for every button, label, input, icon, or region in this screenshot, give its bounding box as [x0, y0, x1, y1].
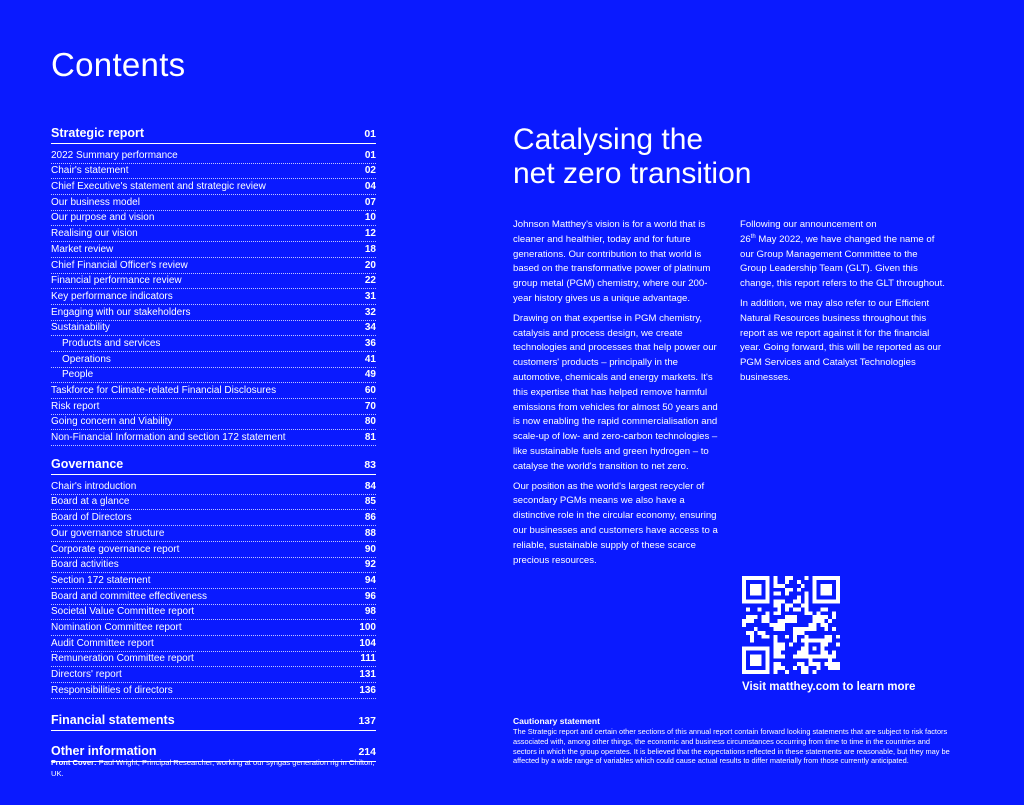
toc-item[interactable]: [51, 415, 376, 431]
toc-section-governance[interactable]: [51, 457, 376, 475]
toc-item-page: 34: [364, 322, 376, 334]
toc-item[interactable]: [51, 368, 376, 384]
front-cover-label: Front Cover:: [51, 758, 97, 767]
toc-section-page: 83: [364, 459, 376, 472]
headline-line2: net zero transition: [513, 157, 752, 190]
toc-item[interactable]: [51, 242, 376, 258]
toc-item-page: 88: [364, 527, 376, 539]
table-of-contents: [51, 126, 376, 762]
cautionary-statement: [513, 716, 953, 766]
toc-item[interactable]: [51, 479, 376, 495]
toc-item[interactable]: [51, 510, 376, 526]
toc-item-page: 22: [364, 275, 376, 287]
toc-item-label: Our business model: [51, 196, 140, 208]
toc-item[interactable]: [51, 274, 376, 290]
body-column-right: [740, 218, 945, 391]
front-cover-text: Paul Wright, Principal Researcher, working at our syngas generation rig in Chilton, UK.: [51, 758, 375, 778]
toc-item-label: Chief Financial Officer's review: [51, 259, 188, 271]
toc-item[interactable]: [51, 430, 376, 446]
toc-item[interactable]: [51, 195, 376, 211]
front-cover-caption: [51, 758, 381, 779]
toc-item-label: Section 172 statement: [51, 574, 151, 586]
toc-item[interactable]: [51, 305, 376, 321]
toc-item-page: 80: [364, 416, 376, 428]
toc-item-label: Sustainability: [51, 322, 110, 334]
toc-item-label: Remuneration Committee report: [51, 653, 194, 665]
toc-item-page: 84: [364, 480, 376, 492]
toc-governance-list: [51, 479, 376, 699]
toc-item-page: 18: [364, 243, 376, 255]
toc-section-page: 137: [358, 714, 376, 727]
toc-item-label: Directors' report: [51, 669, 122, 680]
toc-item-label: Engaging with our stakeholders: [51, 306, 191, 318]
toc-item[interactable]: [51, 495, 376, 511]
toc-item[interactable]: [51, 352, 376, 368]
toc-item-label: Board at a glance: [51, 496, 130, 508]
body-paragraph: Drawing on that expertise in PGM chemistry, catalysis and process design, we create technologies and processes that help power our customers' products – principally in the automotive, chemicals and energy markets. It's this expertise that has helped remove harmful emissions from vehicles for almost 50 years and is now enabling the rapid commercialisation and scale-up of low- and zero-carbon technologies – like sustainable fuels and green hydrogen – to catalyse the world's transition to net zero.: [513, 312, 718, 472]
toc-item-label: Societal Value Committee report: [51, 606, 195, 618]
body-paragraph: In addition, we may also refer to our Efficient Natural Resources business throughout this report as we report against it for the financial year. Going forward, this will be reported as our PGM Services and Catalyst Technologies businesses.: [740, 297, 942, 383]
toc-item-label: Audit Committee report: [51, 637, 154, 649]
toc-item-label: Financial performance review: [51, 275, 182, 287]
toc-item-page: 94: [364, 574, 376, 586]
toc-item-page: 86: [364, 512, 376, 524]
toc-item-label: Our governance structure: [51, 527, 165, 539]
toc-item-label: Chief Executive's statement and strategic review: [51, 181, 266, 193]
toc-item-label: Corporate governance report: [51, 543, 180, 555]
toc-item[interactable]: [51, 605, 376, 621]
toc-item-page: 02: [364, 165, 376, 177]
toc-item[interactable]: [51, 652, 376, 668]
toc-item-page: 04: [364, 181, 376, 193]
toc-item-label: Market review: [51, 243, 114, 255]
toc-item-page: 90: [364, 543, 376, 555]
toc-item-label: Key performance indicators: [51, 290, 173, 302]
toc-item-label: People: [62, 369, 94, 381]
toc-item-page: 131: [359, 669, 376, 680]
cautionary-text: The Strategic report and certain other sections of this annual report contain forward looking statements that are subject to risk factors associated with, among other things, the economic and business circumstances occurring from time to time in the countries and sectors in which the group operates. It is believed that the expectations reflected in these statements are reasonable, but they may be affected by a wide range of variables which could cause actual results to differ materially from those currently anticipated.: [513, 727, 950, 766]
toc-item-label: Board and committee effectiveness: [51, 590, 208, 602]
toc-item-page: 32: [364, 306, 376, 318]
toc-item-page: 60: [364, 385, 376, 396]
toc-section-financial[interactable]: [51, 713, 376, 731]
toc-item-page: 92: [364, 559, 376, 571]
toc-section-title: Other information: [51, 743, 157, 758]
toc-item-page: 96: [364, 590, 376, 602]
toc-strategic-list: [51, 148, 376, 446]
headline-line1: Catalysing the: [513, 123, 704, 156]
toc-item-page: 98: [364, 606, 376, 618]
toc-section-title: Financial statements: [51, 712, 175, 727]
toc-item[interactable]: [51, 542, 376, 558]
toc-item-page: 111: [360, 653, 376, 665]
toc-item-page: 100: [359, 621, 376, 633]
toc-item-label: Realising our vision: [51, 228, 138, 240]
toc-item-label: Board activities: [51, 559, 119, 571]
toc-item-label: Chair's introduction: [51, 480, 137, 492]
toc-item-page: 81: [364, 432, 376, 444]
toc-item-page: 70: [364, 400, 376, 412]
toc-item-page: 07: [364, 196, 376, 208]
body-paragraph: Following our announcement on 26th May 2022, we have changed the name of our Group Management Committee to the Group Leadership Team (GLT). Given this change, this report refers to the GLT throughout.: [740, 219, 945, 290]
toc-item-page: 49: [364, 369, 376, 381]
toc-section-strategic[interactable]: [51, 126, 376, 144]
toc-item[interactable]: [51, 179, 376, 195]
toc-item[interactable]: [51, 683, 376, 699]
toc-item[interactable]: [51, 148, 376, 164]
toc-item-label: Non-Financial Information and section 172 statement: [51, 432, 286, 444]
toc-item-label: Going concern and Viability: [51, 416, 173, 428]
toc-item[interactable]: [51, 336, 376, 352]
toc-item[interactable]: [51, 620, 376, 636]
toc-item-label: Chair's statement: [51, 165, 129, 177]
toc-item[interactable]: [51, 321, 376, 337]
toc-item-page: 31: [364, 290, 376, 302]
toc-item-label: Nomination Committee report: [51, 621, 182, 633]
toc-item-label: Our purpose and vision: [51, 212, 155, 224]
toc-item[interactable]: [51, 526, 376, 542]
toc-item-page: 20: [364, 259, 376, 271]
page-title: Contents: [51, 46, 186, 83]
toc-item[interactable]: [51, 636, 376, 652]
qr-code-icon[interactable]: [742, 576, 840, 674]
toc-item-label: 2022 Summary performance: [51, 149, 178, 161]
toc-item[interactable]: [51, 383, 376, 399]
headline: [513, 123, 933, 191]
toc-item-page: 12: [364, 228, 376, 240]
toc-section-page: 214: [358, 745, 376, 758]
toc-item-page: 10: [364, 212, 376, 224]
toc-item-label: Risk report: [51, 400, 100, 412]
toc-item[interactable]: [51, 164, 376, 180]
toc-item-page: 36: [364, 337, 376, 349]
toc-item-page: 85: [364, 496, 376, 508]
body-column-left: [513, 218, 725, 573]
toc-item-page: 41: [364, 353, 376, 365]
body-paragraph: Our position as the world's largest recycler of secondary PGMs means we also have a distinctive role in the circular economy, ensuring our businesses and customers have access to a reliable, sustainable supply of these scarce precious resources.: [513, 480, 718, 566]
toc-item[interactable]: [51, 573, 376, 589]
cautionary-title: Cautionary statement: [513, 716, 600, 726]
body-paragraph: Johnson Matthey's vision is for a world that is cleaner and healthier, today and for future generations. Our contribution to that world is based on the transformative power of platinum group metal (PGM) chemistry, where our 200-year history gives us a unique advantage.: [513, 219, 711, 304]
toc-item-page: 104: [359, 637, 376, 649]
toc-item[interactable]: [51, 558, 376, 574]
toc-item-page: 136: [359, 684, 376, 696]
toc-item[interactable]: [51, 289, 376, 305]
toc-item-label: Responsibilities of directors: [51, 684, 173, 696]
toc-item[interactable]: [51, 258, 376, 274]
toc-section-title: Governance: [51, 457, 124, 472]
toc-item[interactable]: [51, 589, 376, 605]
toc-section-title: Strategic report: [51, 126, 145, 140]
visit-website-link[interactable]: Visit matthey.com to learn more: [742, 681, 916, 693]
toc-item[interactable]: [51, 399, 376, 415]
toc-item-label: Operations: [62, 353, 111, 365]
toc-item[interactable]: [51, 211, 376, 227]
toc-item-page: 01: [364, 149, 376, 161]
toc-section-page: 01: [364, 128, 376, 140]
toc-item-label: Products and services: [62, 337, 161, 349]
toc-item-label: Taskforce for Climate-related Financial Disclosures: [51, 385, 277, 396]
toc-item[interactable]: [51, 226, 376, 242]
toc-item-label: Board of Directors: [51, 512, 132, 524]
toc-item[interactable]: [51, 667, 376, 683]
